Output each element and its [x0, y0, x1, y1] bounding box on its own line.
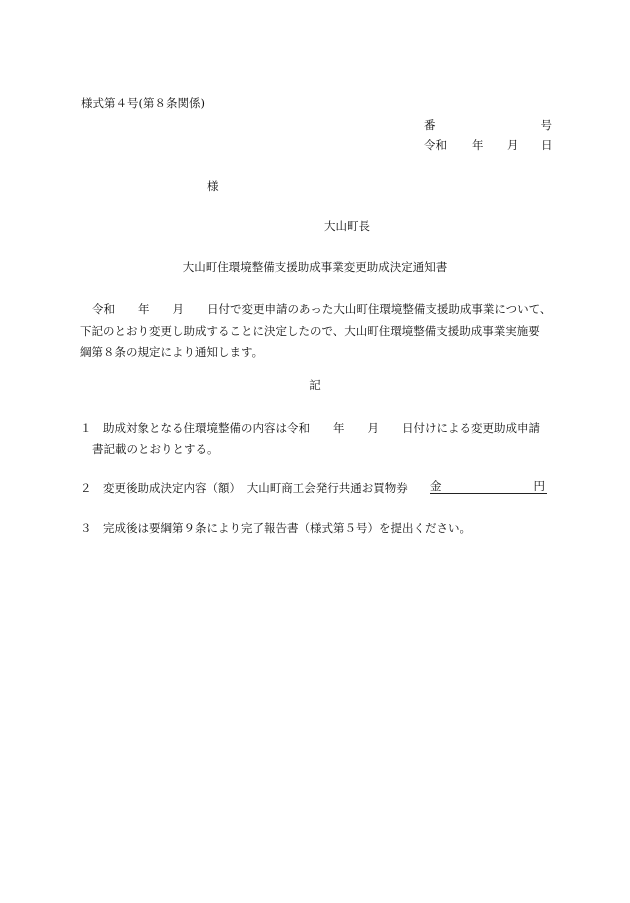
recipient-honorific: 様 [207, 179, 219, 193]
list-item [80, 518, 560, 539]
sender-name: 大山町長 [324, 219, 370, 233]
item-1-line-1: １ 助成対象となる住環境整備の内容は令和 年 月 日付けによる変更助成申請 [80, 421, 540, 435]
form-number: 様式第４号(第８条関係) [81, 96, 205, 110]
date-year-label: 年 [472, 138, 484, 152]
date-era: 令和 [424, 138, 447, 152]
reference-ban-label: 番 [424, 118, 436, 132]
amount-suffix: 円 [533, 479, 545, 493]
ki-heading: 記 [309, 378, 321, 392]
item-1-line-2: 書記載のとおりとする。 [92, 442, 219, 456]
item-3-line-1: ３ 完成後は要綱第９条により完了報告書（様式第５号）を提出ください。 [80, 521, 471, 535]
amount-prefix: 金 [430, 479, 442, 493]
body-paragraph [80, 299, 560, 364]
document-title: 大山町住環境整備支援助成事業変更助成決定通知書 [182, 260, 448, 274]
item-2-line-1: ２ 変更後助成決定内容（額） 大山町商工会発行共通お買物券 [80, 481, 408, 495]
reference-go-label: 号 [540, 118, 552, 132]
date-day-label: 日 [541, 138, 553, 152]
amount-field [430, 478, 547, 494]
list-item [80, 418, 560, 460]
body-line-3: 綱第８条の規定により通知します。 [80, 345, 264, 359]
body-line-2: 下記のとおり変更し助成することに決定したので、大山町住環境整備支援助成事業実施要 [80, 323, 540, 338]
date-month-label: 月 [507, 138, 519, 152]
body-line-1: 令和 年 月 日付で変更申請のあった大山町住環境整備支援助成事業について、 [92, 302, 552, 316]
